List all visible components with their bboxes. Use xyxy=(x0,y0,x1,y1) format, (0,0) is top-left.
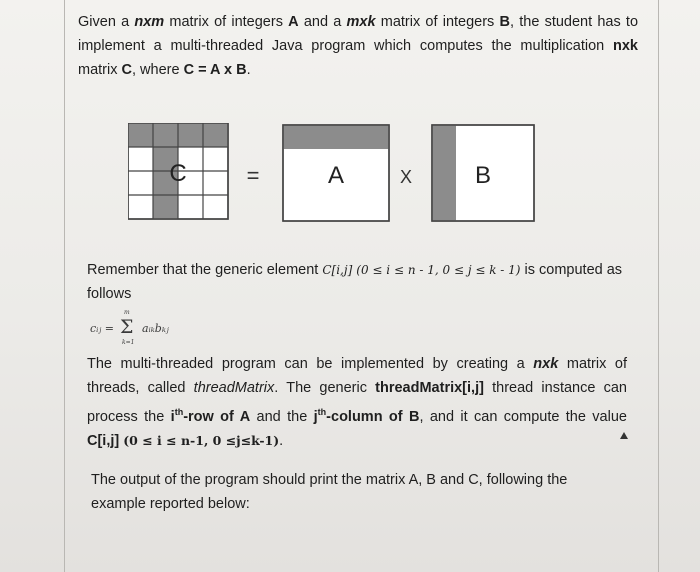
intro-paragraph: Given a nxm matrix of integers A and a mxk matrix of integers B, the student has to implement a multi-threaded Java program which computes the multiplication nxk matrix C, where C = A x B. xyxy=(78,14,639,78)
matrix-a-label: A xyxy=(327,162,345,189)
page-left-border xyxy=(64,0,65,572)
summation-formula: cᵢⱼ = m Σ k=1 aᵢₖbₖⱼ xyxy=(90,309,169,346)
remember-paragraph: Remember that the generic element C[i,j] (0 ≤ i ≤ n - 1, 0 ≤ j ≤ k - 1) is computed as follows xyxy=(87,262,623,302)
threads-paragraph: The multi-threaded program can be implemented by creating a nxk matrix of threads, called threadMatrix. The generic threadMatrix[i,j] thread instance can process the $i^{th}$-row of A and the $j^{th}$-column of B, and it can compute the value C[i,j] (0 ≤ i ≤ n-1, 0 ≤j≤k-1). xyxy=(87,356,628,449)
matrix-b-label: B xyxy=(474,162,492,189)
matrix-diagram xyxy=(128,123,538,235)
page-right-border xyxy=(658,0,659,572)
mouse-cursor-icon xyxy=(620,432,628,439)
output-paragraph: The output of the program should print the matrix A, B and C, following the example reported below: xyxy=(91,472,568,512)
matrix-c-label: C xyxy=(169,160,187,187)
element-range: (0 ≤ i ≤ n - 1, 0 ≤ j ≤ k - 1) xyxy=(356,263,521,277)
times-sign: X xyxy=(399,167,413,187)
matrix-a xyxy=(283,125,389,221)
equals-sign: = xyxy=(246,163,260,188)
matrix-c xyxy=(128,123,228,219)
matrix-a-highlight-row xyxy=(283,125,389,149)
element-notation: C[i,j] xyxy=(322,263,353,277)
matrix-b-highlight-col xyxy=(432,125,456,221)
matrix-b xyxy=(432,125,534,221)
